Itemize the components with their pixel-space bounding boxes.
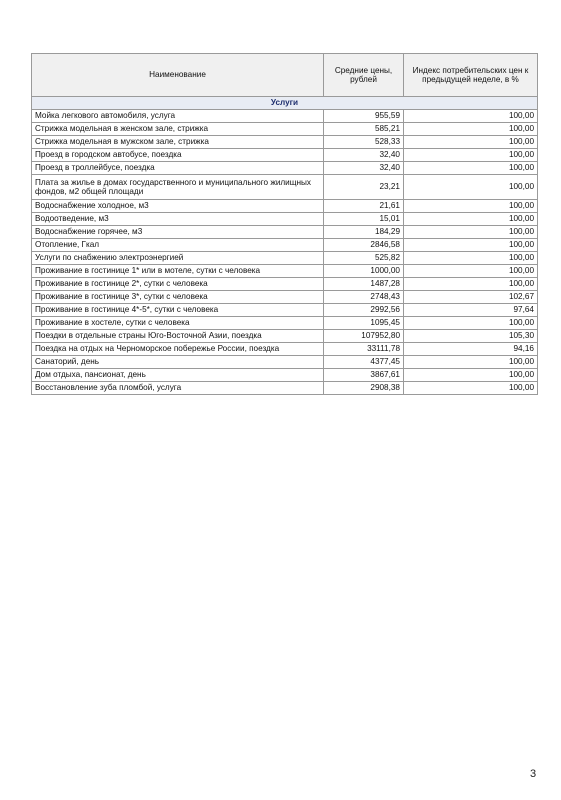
cell-index: 100,00 xyxy=(404,356,538,369)
cell-price: 1487,28 xyxy=(324,278,404,291)
cell-price: 2846,58 xyxy=(324,239,404,252)
cell-price: 32,40 xyxy=(324,149,404,162)
cell-name: Стрижка модельная в женском зале, стрижка xyxy=(32,123,324,136)
cell-price: 15,01 xyxy=(324,213,404,226)
table-row xyxy=(32,136,538,149)
table-body xyxy=(32,97,538,395)
cell-price: 23,21 xyxy=(324,175,404,200)
cell-name: Мойка легкового автомобиля, услуга xyxy=(32,110,324,123)
cell-index: 100,00 xyxy=(404,200,538,213)
table-row xyxy=(32,291,538,304)
table-row xyxy=(32,123,538,136)
cell-price: 525,82 xyxy=(324,252,404,265)
cell-name: Проживание в гостинице 3*, сутки с человека xyxy=(32,291,324,304)
cell-name: Плата за жилье в домах государственного и муниципального жилищных фондов, м2 общей площади xyxy=(32,175,324,200)
table-row xyxy=(32,278,538,291)
table-row xyxy=(32,200,538,213)
cell-price: 2992,56 xyxy=(324,304,404,317)
cell-name: Проезд в троллейбусе, поездка xyxy=(32,162,324,175)
cell-price: 2748,43 xyxy=(324,291,404,304)
cell-index: 100,00 xyxy=(404,252,538,265)
cell-index: 100,00 xyxy=(404,175,538,200)
cell-index: 100,00 xyxy=(404,162,538,175)
table-row xyxy=(32,239,538,252)
cell-price: 3867,61 xyxy=(324,369,404,382)
cell-index: 100,00 xyxy=(404,317,538,330)
cell-price: 955,59 xyxy=(324,110,404,123)
cell-index: 100,00 xyxy=(404,369,538,382)
cell-index: 94,16 xyxy=(404,343,538,356)
table-row xyxy=(32,369,538,382)
cell-index: 100,00 xyxy=(404,149,538,162)
section-row xyxy=(32,97,538,110)
cell-name: Поездка на отдых на Черноморское побережье России, поездка xyxy=(32,343,324,356)
cell-index: 100,00 xyxy=(404,123,538,136)
cell-price: 528,33 xyxy=(324,136,404,149)
table-row xyxy=(32,343,538,356)
price-table xyxy=(31,53,538,395)
cell-index: 97,64 xyxy=(404,304,538,317)
cell-name: Водоснабжение горячее, м3 xyxy=(32,226,324,239)
cell-price: 2908,38 xyxy=(324,382,404,395)
table-row xyxy=(32,110,538,123)
cell-price: 585,21 xyxy=(324,123,404,136)
table-row xyxy=(32,252,538,265)
cell-name: Водоотведение, м3 xyxy=(32,213,324,226)
cell-index: 100,00 xyxy=(404,239,538,252)
cell-price: 4377,45 xyxy=(324,356,404,369)
table-row xyxy=(32,226,538,239)
cell-index: 100,00 xyxy=(404,226,538,239)
cell-index: 100,00 xyxy=(404,265,538,278)
cell-price: 184,29 xyxy=(324,226,404,239)
table-row xyxy=(32,330,538,343)
table-row xyxy=(32,356,538,369)
section-title: Услуги xyxy=(32,97,538,110)
cell-name: Отопление, Гкал xyxy=(32,239,324,252)
cell-index: 100,00 xyxy=(404,110,538,123)
page-number: 3 xyxy=(530,768,537,780)
table-row xyxy=(32,265,538,278)
table-row xyxy=(32,175,538,200)
cell-name: Водоснабжение холодное, м3 xyxy=(32,200,324,213)
cell-price: 1000,00 xyxy=(324,265,404,278)
table-row xyxy=(32,317,538,330)
cell-name: Проживание в гостинице 2*, сутки с человека xyxy=(32,278,324,291)
cell-name: Проживание в гостинице 4*-5*, сутки с человека xyxy=(32,304,324,317)
table-row xyxy=(32,149,538,162)
table-header xyxy=(32,54,538,97)
cell-index: 102,67 xyxy=(404,291,538,304)
cell-name: Дом отдыха, пансионат, день xyxy=(32,369,324,382)
cell-name: Стрижка модельная в мужском зале, стрижка xyxy=(32,136,324,149)
cell-price: 33111,78 xyxy=(324,343,404,356)
table-row xyxy=(32,382,538,395)
cell-index: 100,00 xyxy=(404,278,538,291)
header-name: Наименование xyxy=(32,54,324,97)
cell-index: 100,00 xyxy=(404,213,538,226)
cell-index: 105,30 xyxy=(404,330,538,343)
cell-price: 107952,80 xyxy=(324,330,404,343)
cell-price: 32,40 xyxy=(324,162,404,175)
cell-name: Восстановление зуба пломбой, услуга xyxy=(32,382,324,395)
cell-name: Проезд в городском автобусе, поездка xyxy=(32,149,324,162)
cell-name: Проживание в хостеле, сутки с человека xyxy=(32,317,324,330)
cell-price: 1095,45 xyxy=(324,317,404,330)
cell-name: Поездки в отдельные страны Юго-Восточной Азии, поездка xyxy=(32,330,324,343)
cell-price: 21,61 xyxy=(324,200,404,213)
cell-name: Санаторий, день xyxy=(32,356,324,369)
table-row xyxy=(32,162,538,175)
cell-index: 100,00 xyxy=(404,382,538,395)
table-row xyxy=(32,213,538,226)
header-index: Индекс потребительских цен к предыдущей неделе, в % xyxy=(404,54,538,97)
header-price: Средние цены, рублей xyxy=(324,54,404,97)
cell-name: Услуги по снабжению электроэнергией xyxy=(32,252,324,265)
cell-name: Проживание в гостинице 1* или в мотеле, сутки с человека xyxy=(32,265,324,278)
table-row xyxy=(32,304,538,317)
cell-index: 100,00 xyxy=(404,136,538,149)
